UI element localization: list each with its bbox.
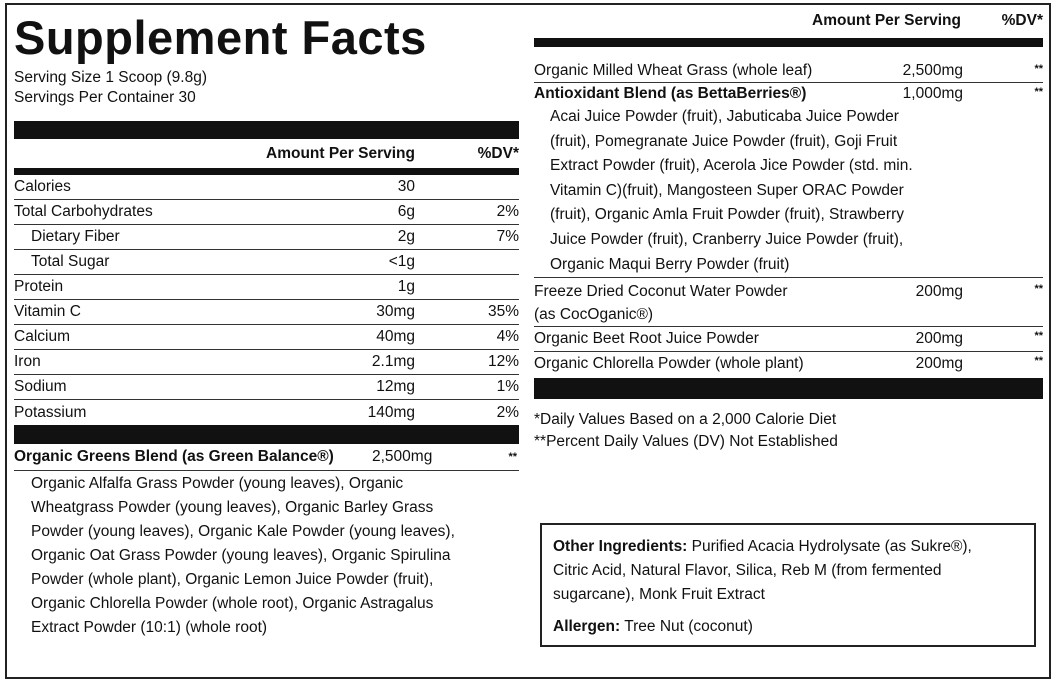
nutrient-amount: 6g [397, 203, 415, 220]
ingredient-line: Organic Maqui Berry Powder (fruit) [550, 255, 790, 273]
nutrient-row [14, 250, 519, 275]
ingredient-dv: ** [1034, 283, 1043, 296]
nutrient-dv: 1% [496, 378, 519, 395]
nutrient-dv: 2% [496, 403, 519, 421]
ingredient-amount: 200mg [915, 330, 963, 348]
footnotes [534, 409, 1043, 453]
servings-per-container: Servings Per Container 30 [14, 89, 196, 106]
greens-blend-row [14, 444, 519, 471]
ingredient-name: Freeze Dried Coconut Water Powder [534, 283, 788, 301]
nutrient-row [14, 350, 519, 375]
nutrient-name: Sodium [14, 378, 67, 395]
blend-name: Antioxidant Blend (as BettaBerries®) [534, 85, 807, 102]
ingredient-line: Extract Powder (10:1) (whole root) [31, 619, 268, 636]
nutrient-name: Potassium [14, 403, 87, 421]
divider-bar [14, 425, 519, 444]
ingredient-line: Acai Juice Powder (fruit), Jabuticaba Juice Powder [550, 108, 899, 125]
ingredient-dv: ** [1034, 330, 1043, 343]
blend-name: Organic Greens Blend (as Green Balance®) [14, 448, 334, 465]
antioxidant-blend-ingredients [534, 105, 1043, 278]
ingredient-line: (fruit), Pomegranate Juice Powder (fruit), Goji Fruit [550, 132, 898, 150]
nutrient-dv: 35% [487, 303, 519, 320]
nutrient-dv: 2% [496, 203, 519, 220]
other-ingredients-box [540, 523, 1036, 647]
nutrient-row [14, 200, 519, 225]
ingredient-name: Organic Chlorella Powder (whole plant) [534, 355, 804, 373]
nutrient-amount: 1g [397, 278, 415, 295]
ingredient-amount: 200mg [915, 355, 963, 373]
greens-blend-ingredients [14, 471, 519, 640]
nutrient-row [14, 175, 519, 200]
nutrient-name: Calories [14, 178, 71, 195]
serving-size: Serving Size 1 Scoop (9.8g) [14, 69, 207, 86]
nutrient-row [14, 275, 519, 300]
ingredient-line: Powder (young leaves), Organic Kale Powder (young leaves), [31, 523, 455, 540]
blend-amount: 2,500mg [372, 448, 433, 465]
nutrient-row [14, 400, 519, 425]
column-header [534, 10, 1043, 32]
nutrient-name: Protein [14, 278, 64, 295]
ingredient-amount: 2,500mg [902, 62, 963, 79]
other-ingredients [553, 535, 1023, 559]
allergen [553, 615, 1023, 639]
left-column [14, 10, 519, 640]
ingredient-line: Vitamin C)(fruit), Mangosteen Super ORAC Powder [550, 181, 904, 199]
column-header [14, 142, 519, 166]
nutrient-dv: 12% [487, 353, 519, 370]
right-column [534, 10, 1043, 453]
nutrient-amount: 12mg [376, 378, 415, 395]
ingredient-amount: 200mg [915, 283, 963, 301]
blend-dv: ** [1034, 86, 1043, 98]
nutrient-name: Dietary Fiber [31, 228, 120, 245]
nutrient-amount: 140mg [367, 403, 415, 421]
ingredient-line: Powder (whole plant), Organic Lemon Juice Powder (fruit), [31, 571, 434, 588]
footnote: *Daily Values Based on a 2,000 Calorie Diet [534, 411, 837, 429]
ingredient-name: Organic Milled Wheat Grass (whole leaf) [534, 62, 813, 79]
nutrient-amount: 2.1mg [371, 353, 415, 370]
beet-row [534, 327, 1043, 352]
other-ingredients-label: Other Ingredients: [553, 538, 688, 555]
nutrient-name: Vitamin C [14, 303, 81, 320]
ingredient-line: Extract Powder (fruit), Acerola Jice Powder (std. min. [550, 157, 913, 175]
nutrient-dv: 7% [496, 228, 519, 245]
amount-header: Amount Per Serving [812, 12, 961, 29]
footnote: **Percent Daily Values (DV) Not Established [534, 433, 838, 451]
nutrient-name: Total Carbohydrates [14, 203, 153, 220]
ingredient-line: (fruit), Organic Amla Fruit Powder (fruit), Strawberry [550, 206, 904, 224]
blend-dv: ** [508, 451, 517, 463]
ingredient-line: Organic Alfalfa Grass Powder (young leaves), Organic [31, 475, 404, 492]
divider-bar [14, 168, 519, 175]
amount-header: Amount Per Serving [266, 145, 415, 162]
nutrient-name: Total Sugar [31, 253, 110, 270]
divider-bar [534, 38, 1043, 47]
nutrient-row [14, 325, 519, 350]
blend-amount: 1,000mg [902, 85, 963, 102]
nutrient-amount: 30 [397, 178, 415, 195]
ingredient-line: Organic Chlorella Powder (whole root), Organic Astragalus [31, 595, 434, 612]
ingredient-line: Citric Acid, Natural Flavor, Silica, Reb M (from fermented [553, 562, 942, 579]
nutrient-amount: 30mg [376, 303, 415, 320]
dv-header: %DV* [1001, 12, 1043, 29]
divider-bar [14, 121, 519, 139]
nutrient-amount: 2g [397, 228, 415, 245]
divider-bar [534, 378, 1043, 399]
chlorella-row [534, 352, 1043, 376]
ingredient-name-sub: (as CocOganic®) [534, 306, 654, 324]
ingredient-line: Purified Acacia Hydrolysate (as Sukre®), [687, 538, 972, 555]
ingredient-dv: ** [1034, 355, 1043, 368]
nutrient-name: Calcium [14, 328, 70, 345]
dv-header: %DV* [477, 145, 519, 162]
ingredient-dv: ** [1034, 63, 1043, 75]
nutrient-row [14, 300, 519, 325]
ingredient-line: sugarcane), Monk Fruit Extract [553, 586, 765, 603]
ingredient-line: Juice Powder (fruit), Cranberry Juice Powder (fruit), [550, 230, 904, 248]
ingredient-line: Organic Oat Grass Powder (young leaves), Organic Spirulina [31, 547, 451, 564]
ingredient-line: Wheatgrass Powder (young leaves), Organic Barley Grass [31, 499, 434, 516]
panel-title: Supplement Facts [14, 11, 427, 64]
nutrient-name: Iron [14, 353, 41, 370]
allergen-value: Tree Nut (coconut) [620, 618, 753, 635]
nutrient-dv: 4% [496, 328, 519, 345]
coconut-row [534, 278, 1043, 327]
nutrient-amount: 40mg [376, 328, 415, 345]
nutrient-amount: <1g [388, 253, 415, 270]
nutrient-row [14, 225, 519, 250]
nutrient-row [14, 375, 519, 400]
ingredient-name: Organic Beet Root Juice Powder [534, 330, 759, 348]
allergen-label: Allergen: [553, 618, 621, 635]
antioxidant-blend-row [534, 83, 1043, 105]
wheat-grass-row [534, 60, 1043, 83]
